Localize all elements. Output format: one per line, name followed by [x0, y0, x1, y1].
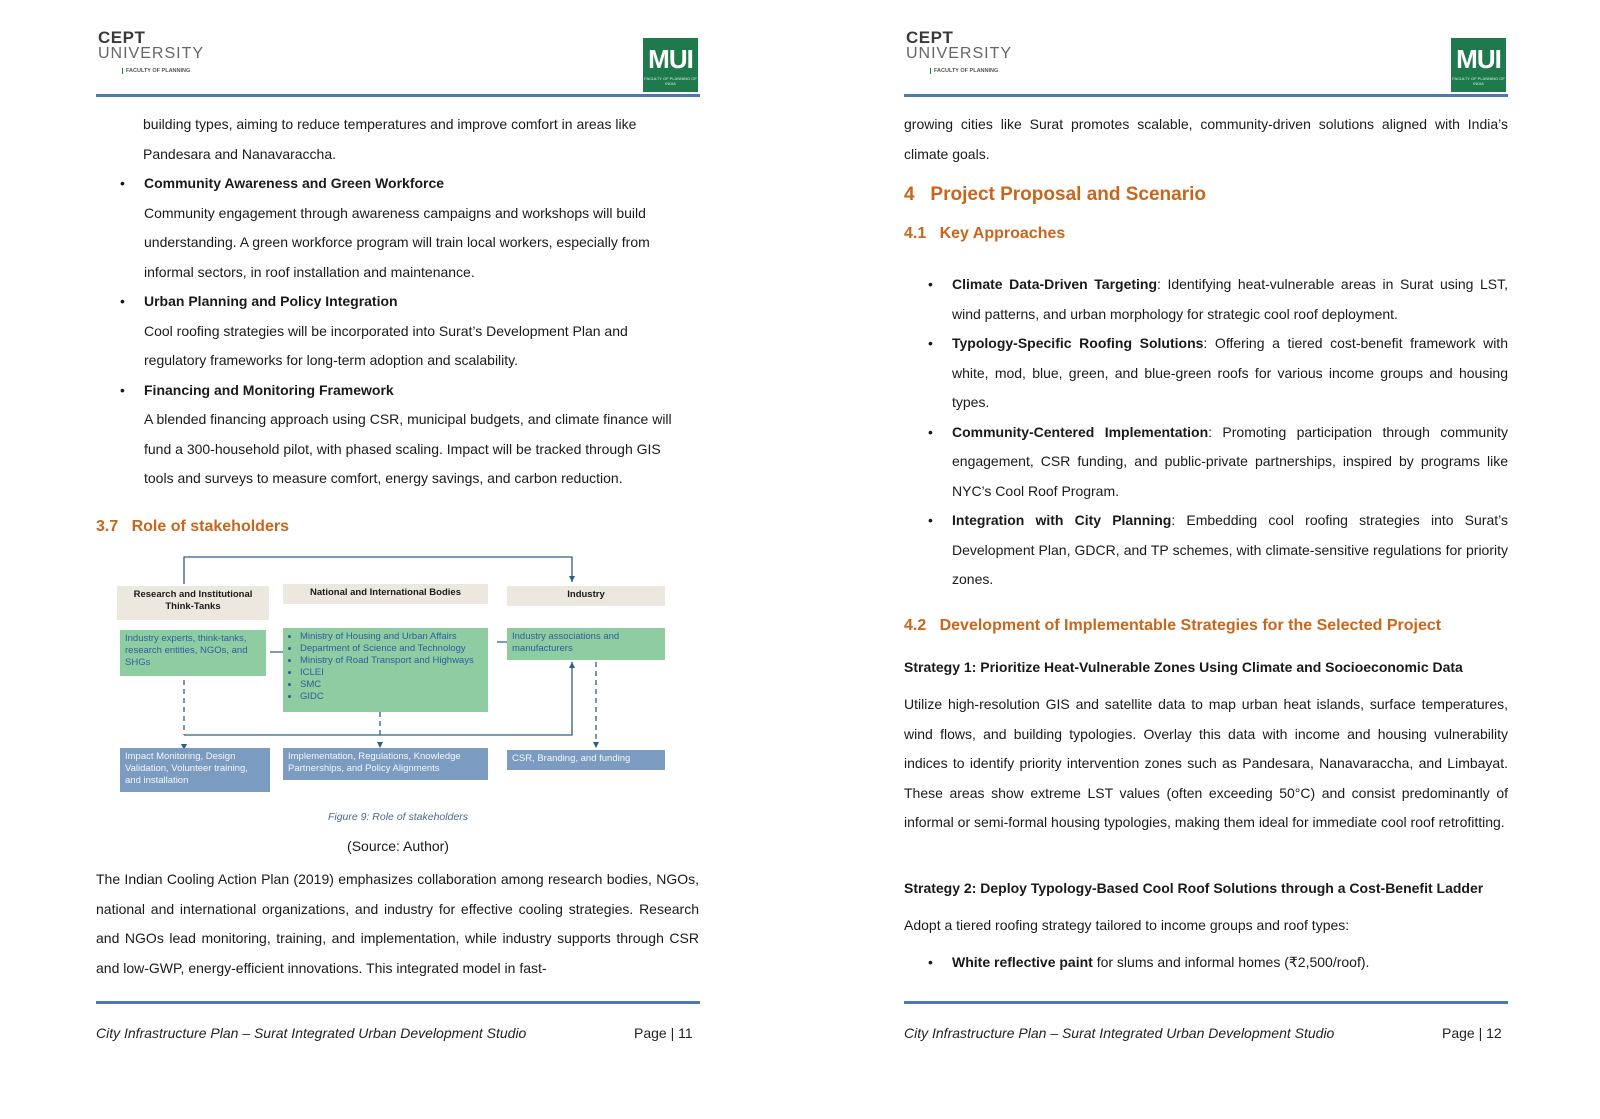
bullet-dot: •	[928, 512, 933, 528]
figure-caption: Figure 9: Role of stakeholders	[327, 811, 469, 823]
section-number: 4	[904, 184, 915, 205]
bullet-dot: •	[928, 335, 933, 351]
actor-item: • GIDC	[300, 691, 483, 703]
bullet-item	[96, 376, 696, 494]
mui-logo	[643, 38, 698, 92]
bullet-item	[96, 169, 696, 287]
figure-source: (Source: Author)	[347, 838, 449, 854]
mui-logo-text: MUI	[648, 44, 693, 74]
approach-item	[904, 329, 1508, 418]
stakeholder-diagram	[115, 552, 680, 792]
closing-paragraph: The Indian Cooling Action Plan (2019) emphasizes collaboration among research bodies, NGOs, national and international organizations, and industry for effective cooling strategies. Research and NGOs lead monitoring, training, and implementation, while industry supports through CSR and low-GWP, energy-efficient innovations. This integrated model in fast-	[96, 871, 699, 976]
approach-item	[904, 506, 1508, 595]
mui-logo-subtext: FACULTY OF PLANNING OF INDIA	[1452, 76, 1505, 86]
col1-roles-box: Impact Monitoring, Design Validation, Volunteer training, and installation	[120, 748, 270, 792]
section-heading-4-1	[904, 225, 1065, 243]
bullet-dot: •	[928, 276, 933, 292]
section-title: Development of Implementable Strategies for the Selected Project	[939, 617, 1442, 634]
section-heading-3-7	[96, 518, 289, 536]
intro-continuation	[143, 110, 703, 169]
actor-item: • Ministry of Road Transport and Highways	[300, 655, 483, 667]
mui-logo-text: MUI	[1456, 44, 1501, 74]
col1-actors-box: Industry experts, think-tanks, research entities, NGOs, and SHGs	[120, 630, 266, 676]
arrow-head	[569, 576, 575, 582]
intro-paragraph: growing cities like Surat promotes scalable, community-driven solutions aligned with India’s climate goals.	[904, 116, 1508, 162]
bullet-text: Community engagement through awareness campaigns and workshops will build understanding. A green workforce program will train local workers, especially from informal sectors, in roof installation and maintenance.	[144, 204, 650, 280]
strategy-2-title: Strategy 2: Deploy Typology-Based Cool Roof Solutions through a Cost-Benefit Ladder	[904, 880, 1484, 896]
logo-text-university: UNIVERSITY	[98, 45, 205, 62]
bullet-text: A blended financing approach using CSR, municipal budgets, and climate finance will fund a 300-household pilot, with phased scaling. Impact will be tracked through GIS tools and surveys to measure comfort, energy savings, and carbon reduction.	[144, 411, 672, 486]
logo-text-cept: CEPT	[98, 28, 146, 47]
header-rule	[904, 94, 1508, 97]
arrow-head	[569, 662, 575, 668]
col3-header-box: Industry	[507, 586, 665, 606]
bullet-dot: •	[928, 423, 933, 440]
page-number: Page | 12	[1442, 1025, 1502, 1041]
strategy-1-text: Utilize high-resolution GIS and satellite data to map urban heat islands, surface temperatures, wind flows, and building typologies. Overlay this data with income and housing vulnerability indices to identify priority intervention zones such as Pandesara, Nanavaraccha, and Limbayat. These areas show extreme LST values (often exceeding 50°C) and consist predominantly of informal or semi-formal housing typologies, making them ideal for immediate cool roof retrofitting.	[904, 696, 1508, 830]
section-title: Key Approaches	[939, 225, 1066, 242]
approach-item	[904, 270, 1508, 329]
actor-item: • SMC	[300, 679, 483, 691]
mui-logo-subtext: FACULTY OF PLANNING OF INDIA	[644, 76, 697, 86]
bullet-dot: •	[928, 954, 933, 970]
approach-item	[904, 418, 1508, 507]
footer-title: City Infrastructure Plan – Surat Integrated Urban Development Studio	[904, 1025, 1335, 1041]
bullet-text: for slums and informal homes (₹2,500/roof).	[1092, 954, 1370, 970]
top-connector	[184, 557, 572, 584]
bullet-dot: •	[120, 381, 125, 398]
actor-item: • Department of Science and Technology	[300, 643, 483, 655]
strategy-2-bullet	[904, 948, 1508, 978]
page-number: Page | 11	[634, 1025, 693, 1041]
actor-item: • ICLEI	[300, 667, 483, 679]
bullet-heading: White reflective paint	[952, 954, 1093, 970]
approach-text: : Embedding cool roofing strategies into Surat’s Development Plan, GDCR, and TP schemes, with climate-sensitive regulations for priority zones.	[952, 512, 1508, 587]
cept-university-logo	[98, 28, 205, 82]
intro-line: Pandesara and Nanavaraccha.	[143, 145, 337, 162]
bullet-text: Cool roofing strategies will be incorporated into Surat’s Development Plan and regulatory frameworks for long-term adoption and scalability.	[144, 322, 628, 368]
col3-roles-box: CSR, Branding, and funding	[507, 750, 665, 770]
approach-text: : Promoting participation through community engagement, CSR funding, and public-private partnerships, inspired by programs like NYC’s Cool Roof Program.	[952, 423, 1508, 499]
logo-text-university: UNIVERSITY	[906, 45, 1013, 62]
bullet-item	[96, 287, 696, 376]
page-12	[808, 0, 1600, 1119]
col2-header-box: National and International Bodies	[283, 584, 488, 604]
section-number: 4.1	[904, 225, 927, 242]
key-approaches-list	[904, 270, 1508, 595]
mui-logo	[1451, 38, 1506, 92]
bullet-list	[96, 169, 696, 494]
bullet-heading: Community Awareness and Green Workforce	[144, 175, 445, 191]
section-number: 4.2	[904, 617, 927, 634]
actor-item: • Ministry of Housing and Urban Affairs	[300, 631, 483, 643]
cept-university-logo	[906, 28, 1013, 82]
approach-heading: Typology-Specific Roofing Solutions	[952, 335, 1204, 351]
footer-rule	[96, 1001, 700, 1004]
intro-line: building types, aiming to reduce temperatures and improve comfort in areas like	[143, 116, 637, 132]
footer-rule	[904, 1001, 1508, 1004]
section-number: 3.7	[96, 518, 119, 535]
bullet-heading: Urban Planning and Policy Integration	[144, 293, 398, 309]
logo-text-faculty: FACULTY OF PLANNING	[122, 68, 190, 74]
col2-actors-box	[283, 628, 488, 712]
approach-text: : Identifying heat-vulnerable areas in Surat using LST, wind patterns, and urban morphology for strategic cool roof deployment.	[952, 276, 1509, 322]
col3-actors-box: Industry associations and manufacturers	[507, 628, 665, 660]
approach-text: : Offering a tiered cost-benefit framework with white, mod, blue, green, and blue-green roofs for various income groups and housing types.	[952, 335, 1508, 410]
col2-actors-list	[288, 631, 483, 703]
footer-title: City Infrastructure Plan – Surat Integrated Urban Development Studio	[96, 1025, 527, 1041]
approach-heading: Community-Centered Implementation	[952, 423, 1209, 440]
section-heading-4	[904, 184, 1206, 206]
logo-text-faculty: FACULTY OF PLANNING	[930, 68, 998, 74]
strategy-1-title: Strategy 1: Prioritize Heat-Vulnerable Zones Using Climate and Socioeconomic Data	[904, 659, 1463, 675]
strategy-2-text: Adopt a tiered roofing strategy tailored to income groups and roof types:	[904, 917, 1350, 933]
bullet-heading: Financing and Monitoring Framework	[144, 381, 394, 398]
logo-text-cept: CEPT	[906, 28, 954, 47]
col2-roles-box: Implementation, Regulations, Knowledge Partnerships, and Policy Alignments	[283, 748, 488, 780]
arrow-head	[593, 742, 599, 748]
bullet-dot: •	[120, 293, 125, 309]
section-heading-4-2	[904, 617, 1441, 635]
approach-heading: Integration with City Planning	[952, 512, 1172, 528]
strategy-2-bullet-list	[904, 948, 1508, 978]
approach-heading: Climate Data-Driven Targeting	[952, 276, 1158, 292]
section-title: Project Proposal and Scenario	[930, 184, 1207, 205]
col1-header-box: Research and Institutional Think-Tanks	[117, 586, 269, 620]
section-title: Role of stakeholders	[131, 518, 289, 535]
bullet-dot: •	[120, 175, 125, 191]
header-rule	[96, 94, 700, 97]
